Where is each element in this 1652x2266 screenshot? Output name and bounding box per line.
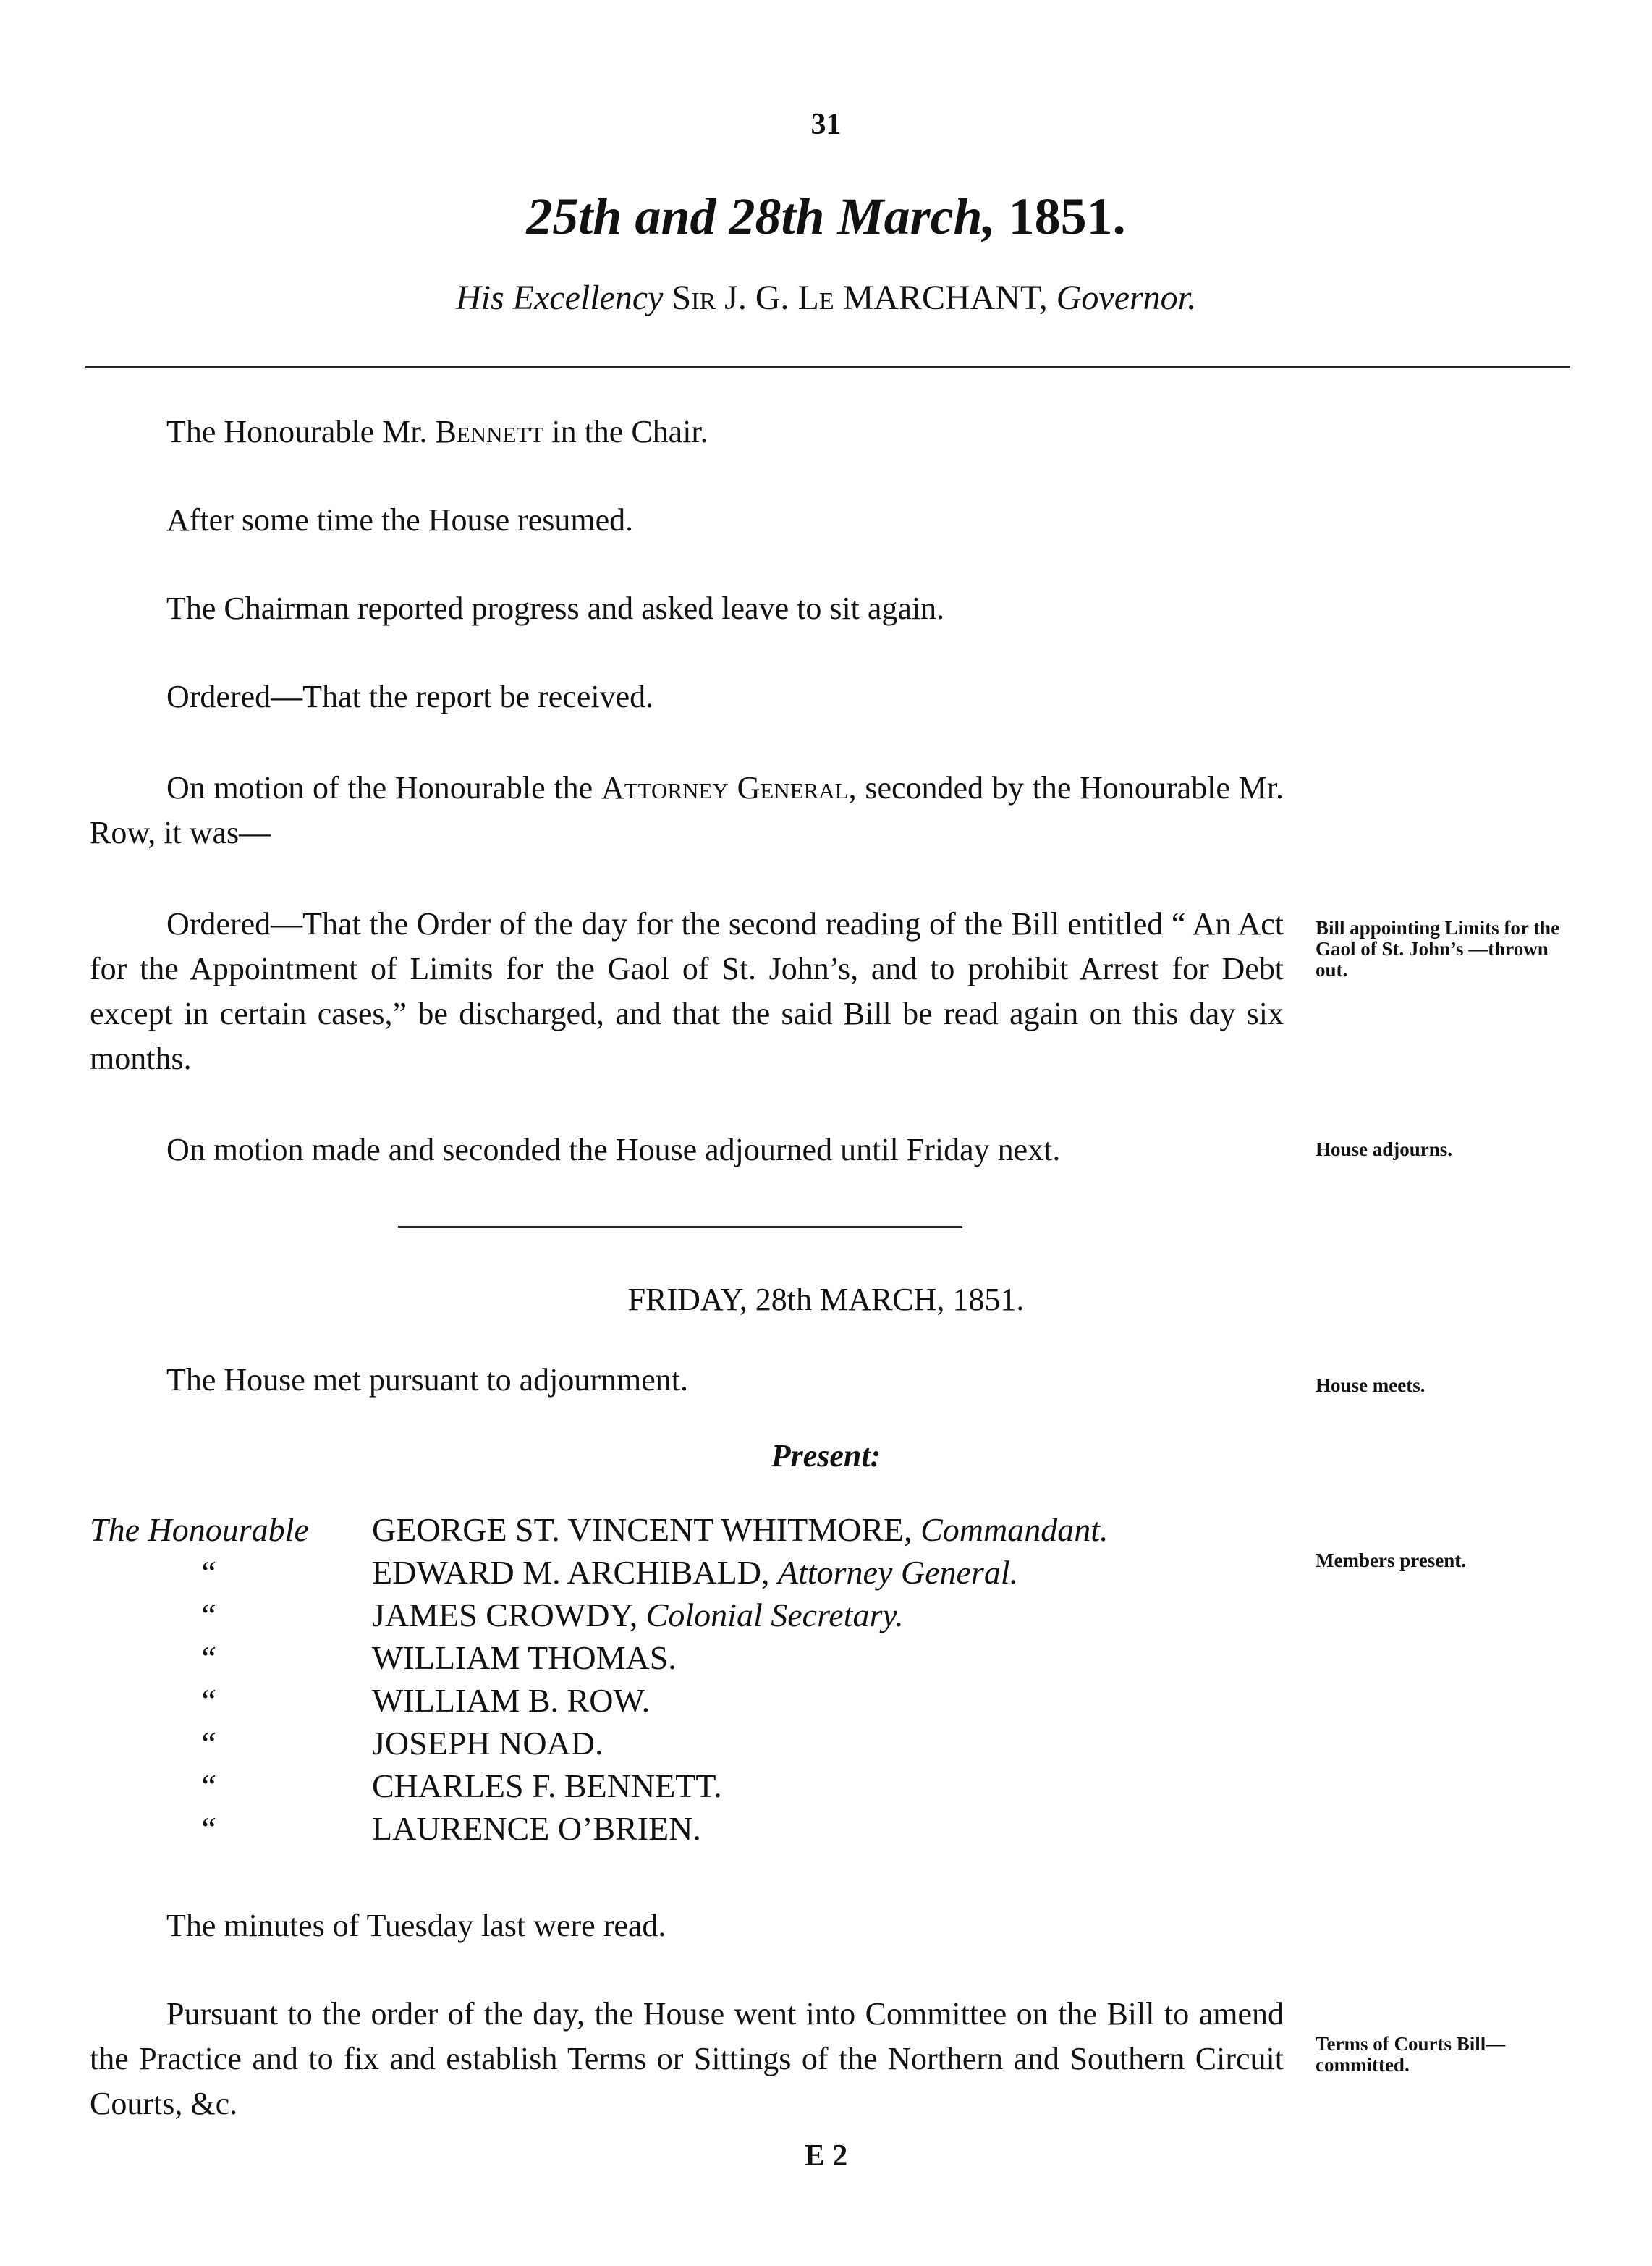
ditto-mark: “ [198,1639,217,1676]
member-name: CHARLES F. BENNETT. [372,1767,722,1804]
paragraph-report: Ordered—That the report be received. [166,679,654,714]
motion-text-end: , seconded by the Honourable Mr. Row, it was— [90,770,1284,850]
member-name: WILLIAM THOMAS. [372,1639,677,1676]
members-list [90,1508,1109,1850]
chair-name: Bennett [435,414,544,449]
member-name-text: JAMES CROWDY, [372,1597,638,1633]
member-name: JOSEPH NOAD. [372,1725,603,1762]
margin-note-meets: House meets. [1316,1374,1426,1396]
paragraph-chair [90,410,1284,455]
margin-note-courts-bill: Terms of Courts Bill— committed. [1316,2033,1506,2076]
ditto-mark: “ [198,1554,217,1591]
member-name-text: EDWARD M. ARCHIBALD, [372,1554,770,1591]
member-row [90,1679,1109,1722]
member-office: Commandant. [920,1511,1109,1548]
member-office: Colonial Secretary. [645,1597,904,1633]
ditto-mark: “ [198,1810,217,1847]
member-row [90,1722,1109,1764]
page-number: 31 [810,108,842,141]
title-year: 1851. [1008,187,1126,245]
paragraph-order-bill: Ordered—That the Order of the day for the second reading of the Bill entitled “ An Act for the Appointment of Limits for the Gaol of St. John’s, and to prohibit Arrest for Debt except in certain cases,” be discharged, and that the said Bill be read again on this day six months. [90,906,1284,1076]
motion-name: Attorney General [601,770,849,806]
header-divider [85,366,1570,368]
ditto-mark: “ [198,1725,217,1762]
margin-note-adjourns: House adjourns. [1316,1138,1453,1160]
member-row [90,1508,1109,1551]
paragraph-motion [90,766,1284,855]
signature-mark: E 2 [804,2139,848,2173]
chair-text-end: in the Chair. [543,414,708,449]
member-row [90,1551,1109,1594]
friday-heading: FRIDAY, 28th MARCH, 1851. [627,1282,1025,1317]
motion-text-start: On motion of the Honourable the [166,770,601,806]
governor-line [0,278,1652,318]
section-divider [398,1226,962,1228]
governor-prefix: His Excellency [455,279,664,317]
paragraph-committee: Pursuant to the order of the day, the House went into Committee on the Bill to amend the Practice and to fix and establish Terms or Sittings of the Northern and Southern Circuit Courts, &c. [90,1996,1284,2121]
member-name-text: GEORGE ST. VINCENT WHITMORE, [372,1511,912,1548]
member-name: LAURENCE O’BRIEN. [372,1810,701,1847]
member-row [90,1807,1109,1850]
member-row [90,1764,1109,1807]
margin-note-bill-limits: Bill appointing Limits for the Gaol of St. John’s —thrown out. [1316,917,1560,981]
present-heading: Present: [771,1438,881,1474]
member-name [372,1508,1109,1551]
member-name [372,1594,904,1636]
member-prefix: The Honourable [90,1511,309,1548]
chair-text-start: The Honourable Mr. [166,414,436,449]
page-title [0,187,1652,247]
paragraph-progress: The Chairman reported progress and asked leave to sit again. [166,591,945,626]
member-office: Attorney General. [777,1554,1019,1591]
member-row [90,1594,1109,1636]
title-date: 25th and 28th March, [526,187,996,245]
governor-name: Sir J. G. Le MARCHANT, [672,279,1048,317]
ditto-mark: “ [198,1767,217,1804]
ditto-mark: “ [198,1682,217,1719]
paragraph-minutes: The minutes of Tuesday last were read. [166,1908,666,1943]
member-name [372,1551,1018,1594]
member-name: WILLIAM B. ROW. [372,1682,651,1719]
governor-title: Governor. [1056,279,1197,317]
margin-note-members-present: Members present. [1316,1550,1466,1571]
paragraph-met: The House met pursuant to adjournment. [166,1362,688,1398]
paragraph-adjourned: On motion made and seconded the House adjourned until Friday next. [166,1132,1061,1167]
paragraph-resumed: After some time the House resumed. [166,502,634,538]
ditto-mark: “ [198,1597,217,1633]
member-row [90,1636,1109,1679]
